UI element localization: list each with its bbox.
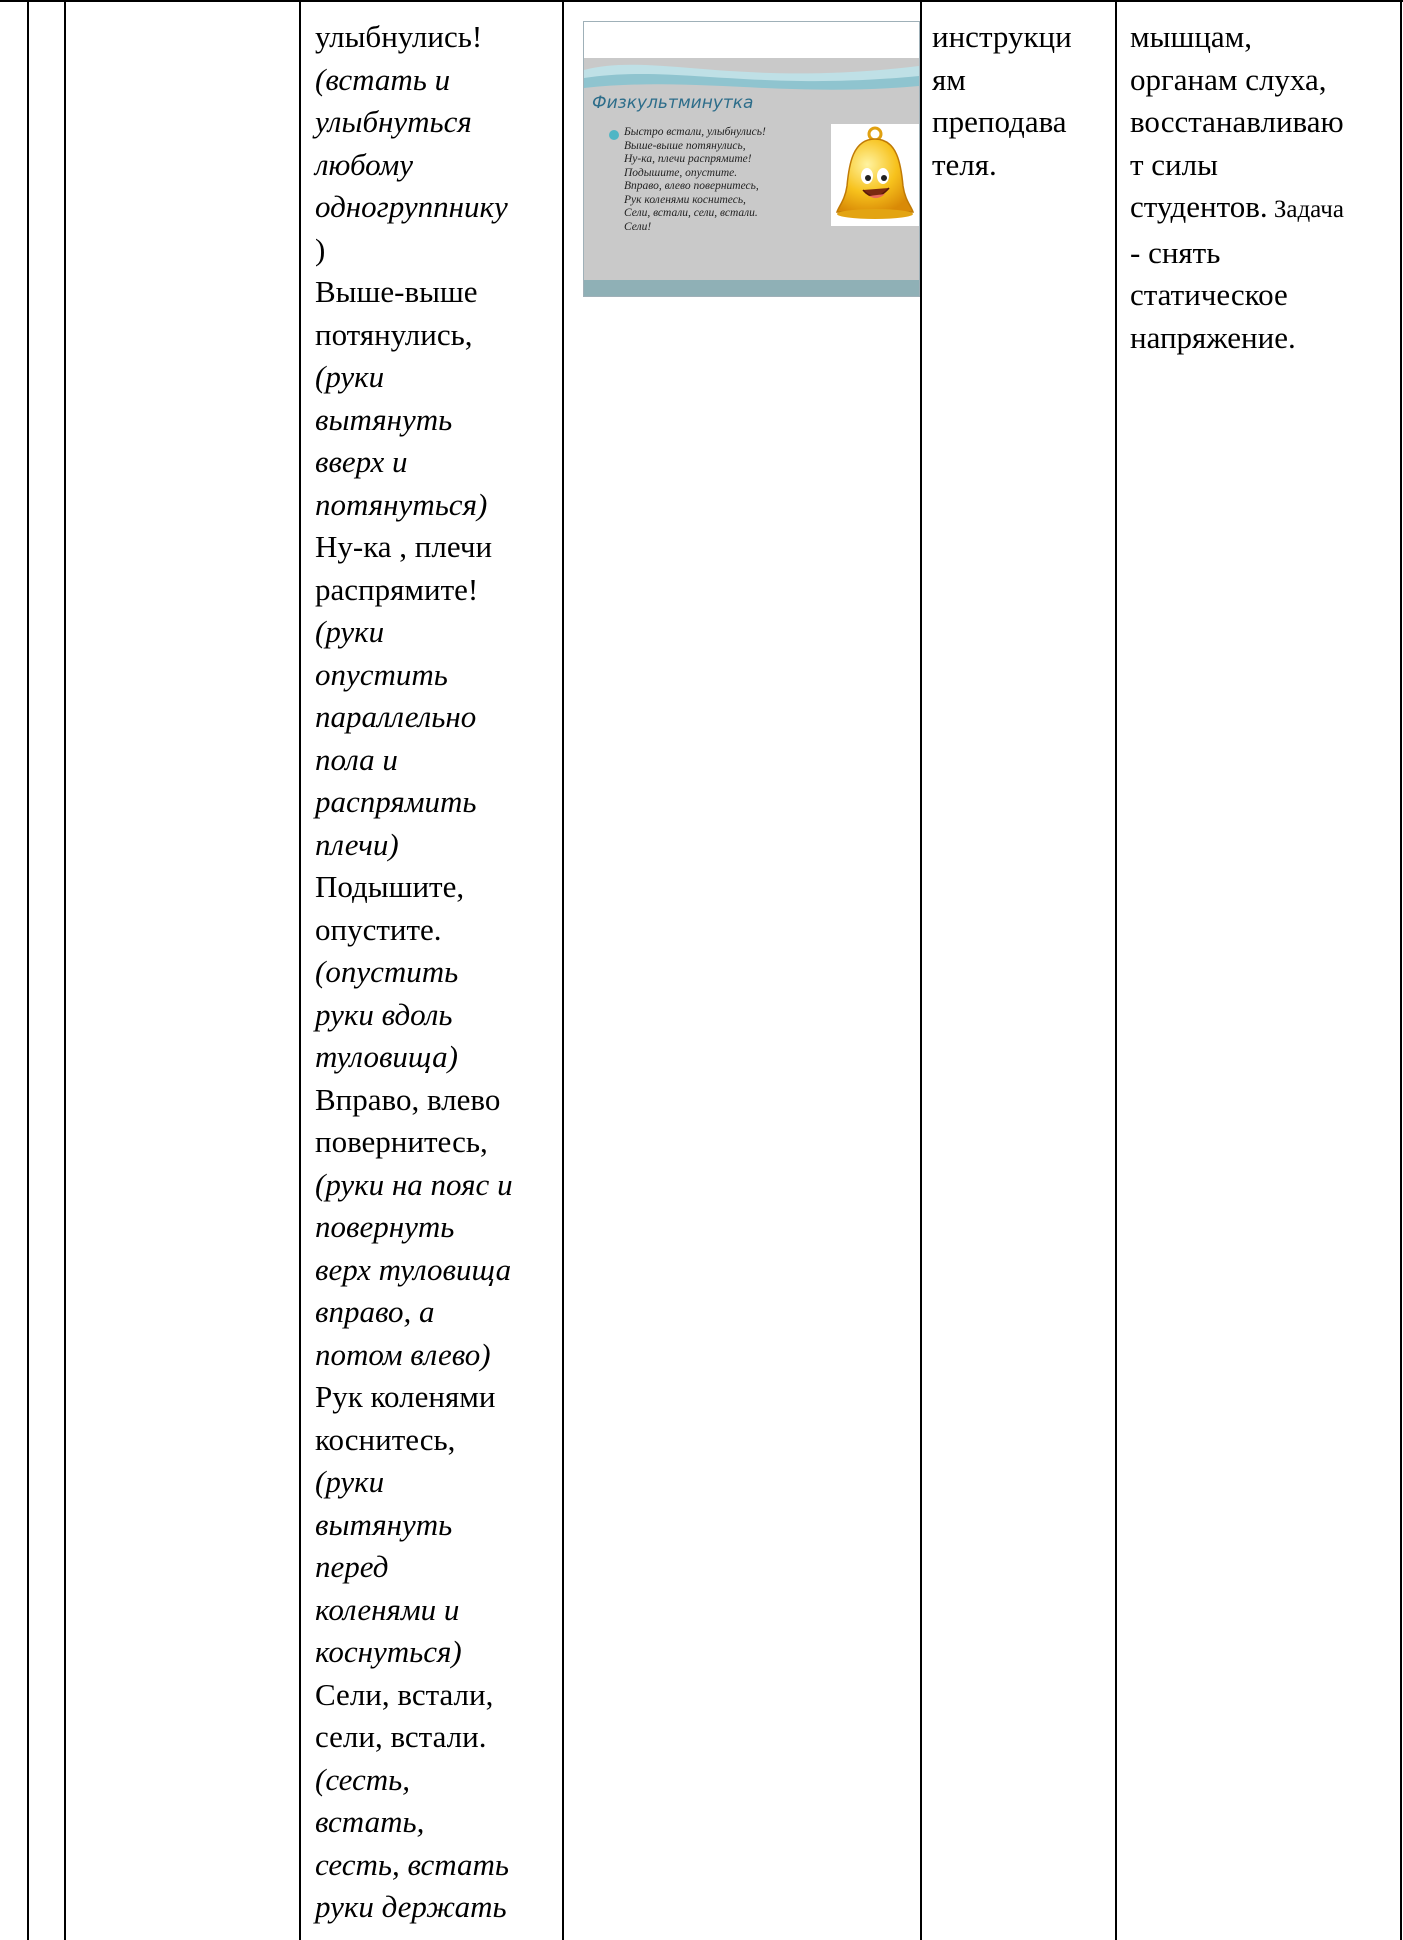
text-line: сели, встали.: [315, 1719, 487, 1754]
bell-image: [831, 124, 919, 226]
table-border-col5: [920, 0, 922, 1940]
text-line: органам слуха,: [1130, 61, 1327, 97]
text-line: опустить: [315, 656, 448, 692]
text-line: повернуть: [315, 1209, 455, 1244]
text-line: вытянуть: [315, 1506, 453, 1542]
text-line: параллельно: [315, 699, 477, 734]
text-line: статическое: [1130, 277, 1288, 312]
text-line: Подышите,: [315, 869, 465, 904]
slide-poem-line: Ну-ка, плечи распрямите!: [624, 153, 752, 165]
text-line: плечи): [315, 826, 399, 862]
text-line: инструкци: [932, 19, 1072, 54]
exercise-instructions-cell: [315, 16, 555, 1929]
slide-poem-line: Вправо, влево повернитесь,: [624, 180, 759, 192]
text-line: Рук коленями: [315, 1379, 496, 1414]
text-line: напряжение.: [1130, 319, 1296, 355]
text-line: (встать и: [315, 61, 451, 97]
text-line: одногруппнику: [315, 189, 508, 224]
text-line: сесть, встать: [315, 1846, 510, 1882]
text-line: (руки: [315, 1464, 385, 1499]
slide-header-bar: [584, 22, 919, 58]
slide-title: Физкультминутка: [592, 93, 754, 113]
text-line-tail: Задача: [1267, 196, 1344, 223]
text-line: распрямите!: [315, 571, 479, 607]
text-line: вправо, а: [315, 1294, 435, 1329]
slide-bullet-icon: [609, 130, 619, 140]
text-line: руки вдоль: [315, 996, 453, 1032]
text-line: теля.: [932, 146, 997, 182]
text-line: вытянуть: [315, 401, 453, 437]
table-border-col3: [299, 0, 301, 1940]
text-line: Выше-выше: [315, 274, 478, 309]
text-line: перед: [315, 1549, 389, 1584]
text-line: потянулись,: [315, 316, 473, 352]
slide-poem-line: Сели, встали, сели, встали.: [624, 207, 758, 219]
text-line: Вправо, влево: [315, 1081, 501, 1117]
text-line: туловища): [315, 1039, 458, 1074]
slide-footer-bar: [584, 280, 919, 296]
slide-poem-line: Сели!: [624, 220, 652, 233]
bell-icon: [831, 124, 919, 226]
text-line: вверх и: [315, 444, 408, 479]
text-line: мышцам,: [1130, 19, 1253, 54]
table-border-left: [27, 0, 29, 1940]
text-line: ): [315, 231, 326, 267]
purpose-cell: [1130, 16, 1400, 359]
text-line: повернитесь,: [315, 1124, 488, 1159]
slide-poem-line: Выше-выше потянулись,: [624, 139, 746, 152]
text-line: улыбнуться: [315, 104, 472, 139]
text-line: (опустить: [315, 954, 459, 989]
text-line: преподава: [932, 104, 1067, 139]
text-line: руки держать: [315, 1889, 507, 1924]
teacher-instructions-cell: [932, 16, 1112, 186]
table-border-top: [0, 0, 1403, 2]
text-line: - снять: [1130, 234, 1221, 270]
text-line: потом влево): [315, 1336, 491, 1372]
text-line: верх туловища: [315, 1251, 512, 1287]
text-line: пола и: [315, 741, 398, 777]
text-line: коснуться): [315, 1634, 462, 1669]
slide-poem-line: Подышите, опустите.: [624, 166, 738, 179]
text-line: коснитесь,: [315, 1421, 456, 1457]
text-line: опустите.: [315, 911, 442, 947]
text-line: т силы: [1130, 146, 1218, 182]
text-line: коленями и: [315, 1591, 460, 1627]
text-line: (руки: [315, 614, 385, 649]
text-line: улыбнулись!: [315, 19, 483, 54]
table-border-col6: [1115, 0, 1117, 1940]
table-border-col2: [64, 0, 66, 1940]
text-line: студентов. Задача: [1130, 189, 1344, 224]
slide-poem-line: Рук коленями коснитесь,: [624, 193, 746, 206]
slide-poem-line: Быстро встали, улыбнулись!: [624, 126, 766, 138]
text-line: (руки на пояс и: [315, 1166, 513, 1202]
text-line: (руки: [315, 359, 385, 394]
text-line: потянуться): [315, 486, 488, 522]
text-line: встать,: [315, 1804, 425, 1839]
table-border-col4: [562, 0, 564, 1940]
slide-wave-decoration: [584, 58, 919, 98]
text-line: распрямить: [315, 784, 477, 819]
text-line: восстанавливаю: [1130, 104, 1344, 139]
text-line: Ну-ка , плечи: [315, 529, 493, 564]
text-line: Сели, встали,: [315, 1676, 494, 1712]
text-line: ям: [932, 61, 966, 97]
text-line: (сесть,: [315, 1761, 411, 1797]
text-line: любому: [315, 146, 414, 182]
slide-thumbnail: [583, 21, 920, 297]
slide-poem: [624, 126, 766, 234]
table-border-right: [1400, 0, 1402, 1940]
